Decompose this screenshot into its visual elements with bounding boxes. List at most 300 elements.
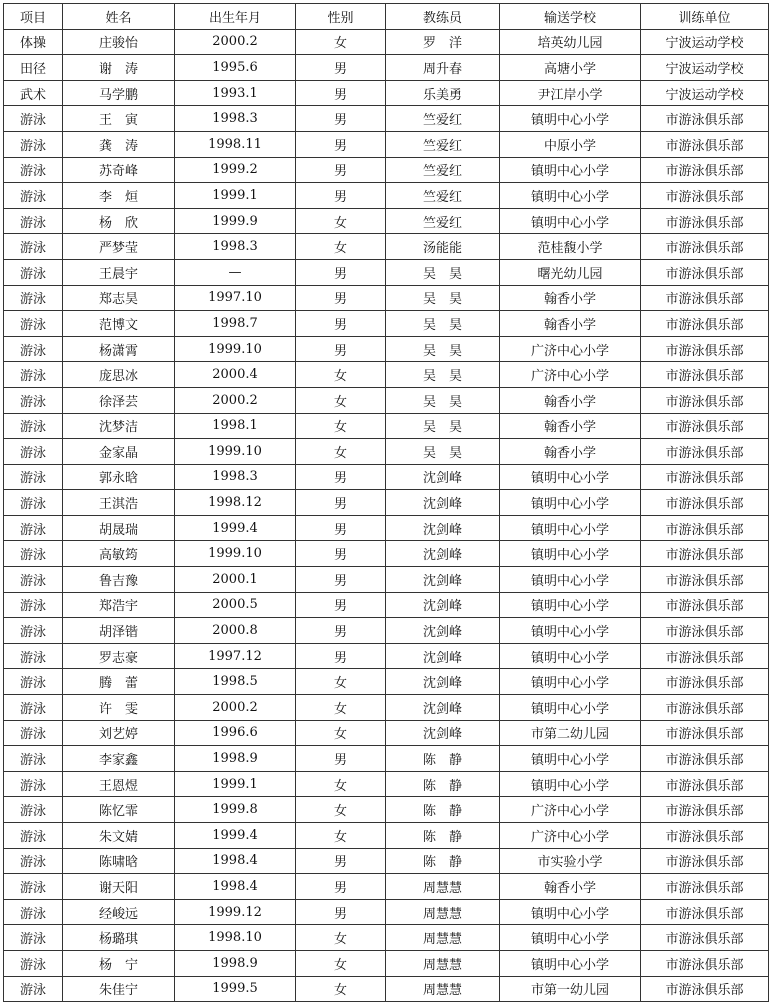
school-cell: 市第二幼儿园 [500,720,641,746]
birth-cell: 1996.6 [175,720,296,746]
unit-cell: 市游泳俱乐部 [641,439,769,465]
name-cell: 胡晟瑞 [63,515,175,541]
table-row [4,643,769,669]
school-cell: 镇明中心小学 [500,157,641,183]
unit-cell: 市游泳俱乐部 [641,899,769,925]
name-cell: 经峻远 [63,899,175,925]
sport-cell: 游泳 [4,362,63,388]
table-row [4,311,769,337]
table-row [4,771,769,797]
name-cell: 金家晶 [63,439,175,465]
gender-cell: 女 [296,797,386,823]
gender-cell: 男 [296,567,386,593]
coach-cell: 竺爱红 [386,183,500,209]
name-cell: 郑志昊 [63,285,175,311]
birth-cell: 1998.3 [175,464,296,490]
table-row [4,823,769,849]
table-row [4,80,769,106]
gender-cell: 女 [296,208,386,234]
sport-cell: 游泳 [4,695,63,721]
coach-cell: 汤能能 [386,234,500,260]
school-cell: 广济中心小学 [500,362,641,388]
name-cell: 王晨宇 [63,259,175,285]
birth-cell: 1998.10 [175,925,296,951]
birth-cell: 1997.10 [175,285,296,311]
gender-cell: 女 [296,439,386,465]
coach-cell: 周慧慧 [386,976,500,1002]
birth-cell: 1993.1 [175,80,296,106]
sport-cell: 游泳 [4,336,63,362]
birth-cell: 1999.12 [175,899,296,925]
sport-cell: 游泳 [4,541,63,567]
name-cell: 腾 蕾 [63,669,175,695]
birth-cell: 1999.4 [175,515,296,541]
gender-cell: 男 [296,259,386,285]
table-row [4,541,769,567]
birth-cell: 1999.8 [175,797,296,823]
birth-cell: 1998.4 [175,874,296,900]
sport-cell: 体操 [4,29,63,55]
header-name: 姓名 [63,4,175,30]
name-cell: 朱佳宁 [63,976,175,1002]
sport-cell: 田径 [4,55,63,81]
sport-cell: 游泳 [4,771,63,797]
unit-cell: 市游泳俱乐部 [641,208,769,234]
coach-cell: 竺爱红 [386,208,500,234]
gender-cell: 女 [296,950,386,976]
birth-cell: 2000.8 [175,618,296,644]
coach-cell: 周慧慧 [386,899,500,925]
sport-cell: 游泳 [4,106,63,132]
school-cell: 广济中心小学 [500,336,641,362]
coach-cell: 吴 昊 [386,362,500,388]
unit-cell: 市游泳俱乐部 [641,618,769,644]
birth-cell: 1998.1 [175,413,296,439]
sport-cell: 游泳 [4,413,63,439]
birth-cell: 1998.7 [175,311,296,337]
birth-cell: 1999.5 [175,976,296,1002]
name-cell: 高敏筠 [63,541,175,567]
gender-cell: 男 [296,618,386,644]
coach-cell: 吴 昊 [386,311,500,337]
unit-cell: 市游泳俱乐部 [641,157,769,183]
gender-cell: 男 [296,157,386,183]
school-cell: 市实验小学 [500,848,641,874]
name-cell: 朱文婧 [63,823,175,849]
unit-cell: 市游泳俱乐部 [641,413,769,439]
name-cell: 庄骏怡 [63,29,175,55]
birth-cell: 1999.9 [175,208,296,234]
sport-cell: 游泳 [4,643,63,669]
name-cell: 庞思冰 [63,362,175,388]
table-row [4,362,769,388]
birth-cell: 1998.12 [175,490,296,516]
school-cell: 镇明中心小学 [500,669,641,695]
table-row [4,950,769,976]
coach-cell: 吴 昊 [386,336,500,362]
gender-cell: 女 [296,29,386,55]
school-cell: 镇明中心小学 [500,899,641,925]
school-cell: 镇明中心小学 [500,592,641,618]
name-cell: 胡泽锴 [63,618,175,644]
birth-cell: 2000.4 [175,362,296,388]
school-cell: 镇明中心小学 [500,925,641,951]
school-cell: 镇明中心小学 [500,950,641,976]
name-cell: 龚 涛 [63,131,175,157]
table-row [4,899,769,925]
unit-cell: 市游泳俱乐部 [641,669,769,695]
name-cell: 杨璐琪 [63,925,175,951]
birth-cell: 1999.1 [175,771,296,797]
school-cell: 翰香小学 [500,439,641,465]
gender-cell: 男 [296,55,386,81]
coach-cell: 沈剑峰 [386,541,500,567]
table-row [4,387,769,413]
school-cell: 镇明中心小学 [500,771,641,797]
table-body [4,29,769,1002]
school-cell: 镇明中心小学 [500,618,641,644]
table-row [4,618,769,644]
unit-cell: 市游泳俱乐部 [641,131,769,157]
table-row [4,797,769,823]
name-cell: 杨潇霄 [63,336,175,362]
coach-cell: 周慧慧 [386,874,500,900]
table-row [4,234,769,260]
table-row [4,848,769,874]
table-row [4,746,769,772]
table-row [4,925,769,951]
school-cell: 翰香小学 [500,413,641,439]
birth-cell: 1998.5 [175,669,296,695]
sport-cell: 游泳 [4,259,63,285]
table-row [4,413,769,439]
birth-cell: 1998.3 [175,234,296,260]
header-unit: 训练单位 [641,4,769,30]
header-birth: 出生年月 [175,4,296,30]
name-cell: 苏奇峰 [63,157,175,183]
table-row [4,515,769,541]
sport-cell: 游泳 [4,950,63,976]
coach-cell: 陈 静 [386,746,500,772]
name-cell: 许 雯 [63,695,175,721]
name-cell: 马学鹏 [63,80,175,106]
sport-cell: 游泳 [4,208,63,234]
gender-cell: 男 [296,874,386,900]
gender-cell: 男 [296,106,386,132]
unit-cell: 市游泳俱乐部 [641,259,769,285]
birth-cell: 1998.3 [175,106,296,132]
sport-cell: 游泳 [4,285,63,311]
unit-cell: 市游泳俱乐部 [641,848,769,874]
birth-cell: 1999.10 [175,336,296,362]
coach-cell: 竺爱红 [386,131,500,157]
table-row [4,131,769,157]
unit-cell: 宁波运动学校 [641,80,769,106]
header-coach: 教练员 [386,4,500,30]
school-cell: 镇明中心小学 [500,643,641,669]
athlete-table [3,3,769,1002]
coach-cell: 沈剑峰 [386,669,500,695]
sport-cell: 游泳 [4,131,63,157]
unit-cell: 市游泳俱乐部 [641,285,769,311]
name-cell: 李家鑫 [63,746,175,772]
sport-cell: 游泳 [4,746,63,772]
sport-cell: 游泳 [4,183,63,209]
birth-cell: 1998.9 [175,746,296,772]
coach-cell: 吴 昊 [386,259,500,285]
school-cell: 镇明中心小学 [500,695,641,721]
unit-cell: 市游泳俱乐部 [641,823,769,849]
name-cell: 沈梦洁 [63,413,175,439]
unit-cell: 市游泳俱乐部 [641,311,769,337]
gender-cell: 男 [296,183,386,209]
gender-cell: 男 [296,848,386,874]
birth-cell: 2000.1 [175,567,296,593]
sport-cell: 游泳 [4,311,63,337]
table-row [4,874,769,900]
coach-cell: 竺爱红 [386,157,500,183]
coach-cell: 吴 昊 [386,387,500,413]
unit-cell: 市游泳俱乐部 [641,387,769,413]
gender-cell: 男 [296,490,386,516]
sport-cell: 游泳 [4,823,63,849]
gender-cell: 女 [296,976,386,1002]
school-cell: 镇明中心小学 [500,567,641,593]
birth-cell: 1999.10 [175,541,296,567]
coach-cell: 吴 昊 [386,285,500,311]
name-cell: 严梦莹 [63,234,175,260]
table-row [4,285,769,311]
coach-cell: 乐美勇 [386,80,500,106]
school-cell: 尹江岸小学 [500,80,641,106]
gender-cell: 女 [296,234,386,260]
name-cell: 陈忆霏 [63,797,175,823]
sport-cell: 游泳 [4,234,63,260]
name-cell: 罗志豪 [63,643,175,669]
name-cell: 徐泽芸 [63,387,175,413]
name-cell: 郭永晗 [63,464,175,490]
coach-cell: 竺爱红 [386,106,500,132]
unit-cell: 市游泳俱乐部 [641,490,769,516]
sport-cell: 游泳 [4,720,63,746]
gender-cell: 男 [296,464,386,490]
coach-cell: 罗 洋 [386,29,500,55]
unit-cell: 市游泳俱乐部 [641,183,769,209]
unit-cell: 宁波运动学校 [641,55,769,81]
birth-cell: 1999.10 [175,439,296,465]
unit-cell: 市游泳俱乐部 [641,720,769,746]
coach-cell: 沈剑峰 [386,567,500,593]
unit-cell: 市游泳俱乐部 [641,746,769,772]
table-row [4,55,769,81]
gender-cell: 男 [296,899,386,925]
name-cell: 王淇浩 [63,490,175,516]
unit-cell: 市游泳俱乐部 [641,771,769,797]
coach-cell: 沈剑峰 [386,592,500,618]
unit-cell: 市游泳俱乐部 [641,567,769,593]
gender-cell: 男 [296,131,386,157]
birth-cell: 1997.12 [175,643,296,669]
coach-cell: 沈剑峰 [386,643,500,669]
unit-cell: 市游泳俱乐部 [641,515,769,541]
sport-cell: 游泳 [4,669,63,695]
table-row [4,106,769,132]
gender-cell: 女 [296,823,386,849]
name-cell: 杨 欣 [63,208,175,234]
coach-cell: 沈剑峰 [386,515,500,541]
table-row [4,720,769,746]
coach-cell: 陈 静 [386,771,500,797]
table-row [4,336,769,362]
name-cell: 李 烜 [63,183,175,209]
gender-cell: 男 [296,541,386,567]
name-cell: 王 寅 [63,106,175,132]
table-row [4,29,769,55]
coach-cell: 周慧慧 [386,925,500,951]
coach-cell: 陈 静 [386,848,500,874]
gender-cell: 男 [296,515,386,541]
sport-cell: 游泳 [4,925,63,951]
school-cell: 高塘小学 [500,55,641,81]
unit-cell: 市游泳俱乐部 [641,950,769,976]
unit-cell: 市游泳俱乐部 [641,592,769,618]
unit-cell: 市游泳俱乐部 [641,643,769,669]
sport-cell: 游泳 [4,976,63,1002]
school-cell: 广济中心小学 [500,823,641,849]
coach-cell: 陈 静 [386,823,500,849]
birth-cell: 1995.6 [175,55,296,81]
table-row [4,183,769,209]
birth-cell: 2000.2 [175,695,296,721]
table-row [4,490,769,516]
gender-cell: 男 [296,643,386,669]
header-gender: 性别 [296,4,386,30]
sport-cell: 武术 [4,80,63,106]
unit-cell: 宁波运动学校 [641,29,769,55]
name-cell: 鲁吉豫 [63,567,175,593]
birth-cell: — [175,259,296,285]
unit-cell: 市游泳俱乐部 [641,106,769,132]
school-cell: 广济中心小学 [500,797,641,823]
birth-cell: 2000.2 [175,387,296,413]
unit-cell: 市游泳俱乐部 [641,234,769,260]
unit-cell: 市游泳俱乐部 [641,362,769,388]
gender-cell: 男 [296,592,386,618]
coach-cell: 吴 昊 [386,413,500,439]
name-cell: 陈啸晗 [63,848,175,874]
table-row [4,669,769,695]
coach-cell: 沈剑峰 [386,720,500,746]
birth-cell: 2000.2 [175,29,296,55]
table-row [4,157,769,183]
sport-cell: 游泳 [4,515,63,541]
birth-cell: 1999.4 [175,823,296,849]
name-cell: 谢天阳 [63,874,175,900]
sport-cell: 游泳 [4,157,63,183]
coach-cell: 周慧慧 [386,950,500,976]
coach-cell: 周升春 [386,55,500,81]
unit-cell: 市游泳俱乐部 [641,695,769,721]
sport-cell: 游泳 [4,848,63,874]
unit-cell: 市游泳俱乐部 [641,464,769,490]
birth-cell: 1999.2 [175,157,296,183]
birth-cell: 1998.9 [175,950,296,976]
name-cell: 刘艺婷 [63,720,175,746]
school-cell: 市第一幼儿园 [500,976,641,1002]
coach-cell: 沈剑峰 [386,490,500,516]
gender-cell: 女 [296,387,386,413]
unit-cell: 市游泳俱乐部 [641,874,769,900]
gender-cell: 女 [296,925,386,951]
coach-cell: 吴 昊 [386,439,500,465]
gender-cell: 女 [296,669,386,695]
school-cell: 镇明中心小学 [500,541,641,567]
sport-cell: 游泳 [4,899,63,925]
birth-cell: 1998.4 [175,848,296,874]
unit-cell: 市游泳俱乐部 [641,976,769,1002]
gender-cell: 男 [296,80,386,106]
coach-cell: 沈剑峰 [386,618,500,644]
school-cell: 镇明中心小学 [500,106,641,132]
table-row [4,567,769,593]
birth-cell: 1999.1 [175,183,296,209]
sport-cell: 游泳 [4,874,63,900]
gender-cell: 女 [296,362,386,388]
table-row [4,976,769,1002]
table-row [4,464,769,490]
unit-cell: 市游泳俱乐部 [641,797,769,823]
school-cell: 翰香小学 [500,387,641,413]
unit-cell: 市游泳俱乐部 [641,925,769,951]
gender-cell: 男 [296,285,386,311]
gender-cell: 男 [296,311,386,337]
gender-cell: 女 [296,771,386,797]
school-cell: 范桂馥小学 [500,234,641,260]
sport-cell: 游泳 [4,464,63,490]
name-cell: 范博文 [63,311,175,337]
school-cell: 曙光幼儿园 [500,259,641,285]
gender-cell: 女 [296,413,386,439]
school-cell: 中原小学 [500,131,641,157]
table-row [4,208,769,234]
table-row [4,695,769,721]
table-row [4,439,769,465]
school-cell: 翰香小学 [500,311,641,337]
school-cell: 镇明中心小学 [500,746,641,772]
school-cell: 培英幼儿园 [500,29,641,55]
coach-cell: 沈剑峰 [386,464,500,490]
sport-cell: 游泳 [4,387,63,413]
gender-cell: 女 [296,720,386,746]
table-row [4,592,769,618]
school-cell: 镇明中心小学 [500,183,641,209]
name-cell: 王恩煜 [63,771,175,797]
header-school: 输送学校 [500,4,641,30]
sport-cell: 游泳 [4,567,63,593]
header-row [4,4,769,30]
coach-cell: 陈 静 [386,797,500,823]
name-cell: 郑浩宇 [63,592,175,618]
coach-cell: 沈剑峰 [386,695,500,721]
unit-cell: 市游泳俱乐部 [641,541,769,567]
gender-cell: 女 [296,695,386,721]
school-cell: 镇明中心小学 [500,490,641,516]
gender-cell: 男 [296,336,386,362]
school-cell: 镇明中心小学 [500,464,641,490]
birth-cell: 2000.5 [175,592,296,618]
school-cell: 翰香小学 [500,285,641,311]
sport-cell: 游泳 [4,797,63,823]
